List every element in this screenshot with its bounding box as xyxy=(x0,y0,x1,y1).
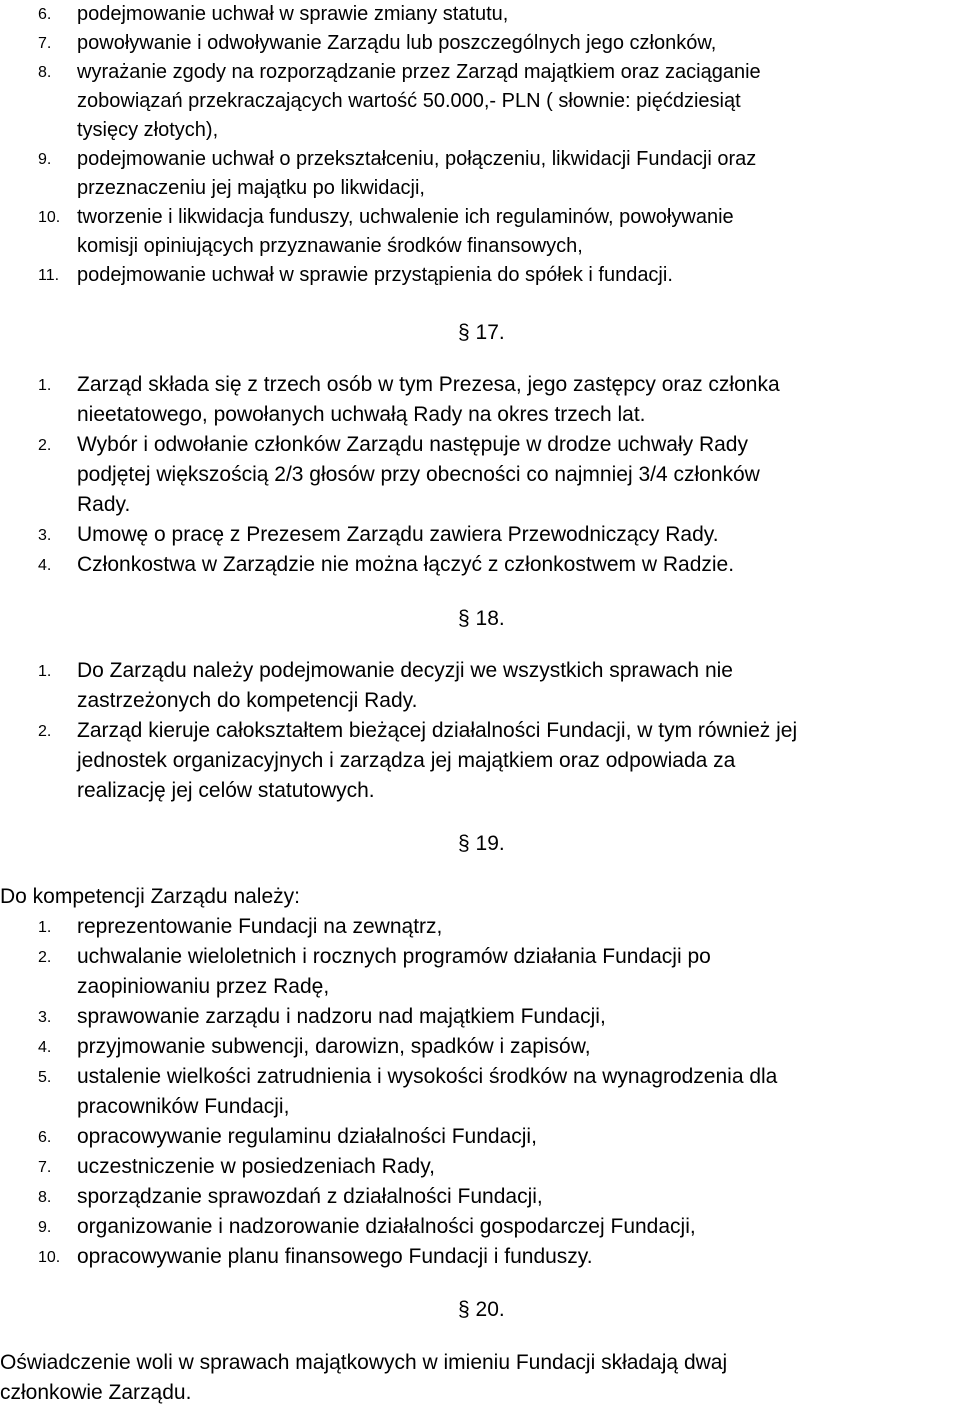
list-number: 2. xyxy=(38,949,52,966)
list-text: uchwalanie wieloletnich i rocznych programów działania Fundacji po zaopiniowaniu przez Radę, xyxy=(77,945,711,998)
list-number: 3. xyxy=(38,527,52,544)
list-text: sporządzanie sprawozdań z działalności Fundacji, xyxy=(77,1185,543,1208)
list-text: ustalenie wielkości zatrudnienia i wysokości środków na wynagrodzenia dla pracowników Fundacji, xyxy=(77,1065,778,1118)
list-text: sprawowanie zarządu i nadzoru nad majątkiem Fundacji, xyxy=(77,1005,606,1028)
list-text: reprezentowanie Fundacji na zewnątrz, xyxy=(77,915,443,938)
list-text: podejmowanie uchwał o przekształceniu, połączeniu, likwidacji Fundacji oraz przeznaczeniu jej majątku po likwidacji, xyxy=(77,148,757,199)
section-heading-19: § 19. xyxy=(458,832,505,855)
list-text: Do Zarządu należy podejmowanie decyzji we wszystkich sprawach nie zastrzeżonych do kompetencji Rady. xyxy=(77,659,733,712)
list-text: opracowywanie planu finansowego Fundacji i funduszy. xyxy=(77,1245,593,1268)
list-number: 2. xyxy=(38,437,52,454)
list-number: 10. xyxy=(38,1249,61,1266)
section-paragraph: Oświadczenie woli w sprawach majątkowych w imieniu Fundacji składają dwaj członkowie Zarządu. xyxy=(0,1351,728,1404)
section-intro: Do kompetencji Zarządu należy: xyxy=(0,885,300,908)
list-text: Członkostwa w Zarządzie nie można łączyć z członkostwem w Radzie. xyxy=(77,553,735,576)
list-text: Wybór i odwołanie członków Zarządu następuje w drodze uchwały Rady podjętej większością 2/3 głosów przy obecności co najmniej 3/4 członków Rady. xyxy=(77,433,760,516)
list-text: podejmowanie uchwał w sprawie zmiany statutu, xyxy=(77,3,509,25)
list-number: 1. xyxy=(38,919,52,936)
list-number: 11. xyxy=(38,267,60,284)
list-text: powoływanie i odwoływanie Zarządu lub poszczególnych jego członków, xyxy=(77,32,717,54)
list-text: wyrażanie zgody na rozporządzanie przez Zarząd majątkiem oraz zaciąganie zobowiązań przekraczających wartość 50.000,- PLN ( słownie: pięćdziesiąt tysięcy złotych), xyxy=(77,61,761,141)
section-heading-17: § 17. xyxy=(458,321,505,344)
list-number: 8. xyxy=(38,1189,52,1206)
list-number: 4. xyxy=(38,1039,52,1056)
list-text: Umowę o pracę z Prezesem Zarządu zawiera Przewodniczący Rady. xyxy=(77,523,719,546)
list-number: 6. xyxy=(38,1129,52,1146)
list-number: 9. xyxy=(38,151,52,168)
list-text: Zarząd składa się z trzech osób w tym Prezesa, jego zastępcy oraz członka nieetatowego, powołanych uchwałą Rady na okres trzech lat. xyxy=(77,373,780,426)
list-text: uczestniczenie w posiedzeniach Rady, xyxy=(77,1155,435,1178)
list-number: 7. xyxy=(38,1159,52,1176)
list-number: 5. xyxy=(38,1069,52,1086)
section-heading-20: § 20. xyxy=(458,1298,505,1321)
list-number: 1. xyxy=(38,663,52,680)
list-number: 9. xyxy=(38,1219,52,1236)
list-number: 1. xyxy=(38,377,52,394)
list-number: 4. xyxy=(38,557,52,574)
list-text: opracowywanie regulaminu działalności Fundacji, xyxy=(77,1125,537,1148)
list-number: 6. xyxy=(38,6,52,23)
list-text: Zarząd kieruje całokształtem bieżącej działalności Fundacji, w tym również jej jednostek organizacyjnych i zarządza jej majątkiem oraz odpowiada za realizację jej celów statutowych. xyxy=(77,719,798,802)
list-number: 3. xyxy=(38,1009,52,1026)
list-number: 8. xyxy=(38,64,52,81)
list-text: podejmowanie uchwał w sprawie przystąpienia do spółek i fundacji. xyxy=(77,264,673,286)
list-number: 7. xyxy=(38,35,52,52)
list-text: tworzenie i likwidacja funduszy, uchwalenie ich regulaminów, powoływanie komisji opiniujących przyznawanie środków finansowych, xyxy=(77,206,734,257)
list-text: przyjmowanie subwencji, darowizn, spadków i zapisów, xyxy=(77,1035,591,1058)
list-number: 10. xyxy=(38,209,61,226)
section-heading-18: § 18. xyxy=(458,607,505,630)
list-number: 2. xyxy=(38,723,52,740)
list-text: organizowanie i nadzorowanie działalności gospodarczej Fundacji, xyxy=(77,1215,696,1238)
